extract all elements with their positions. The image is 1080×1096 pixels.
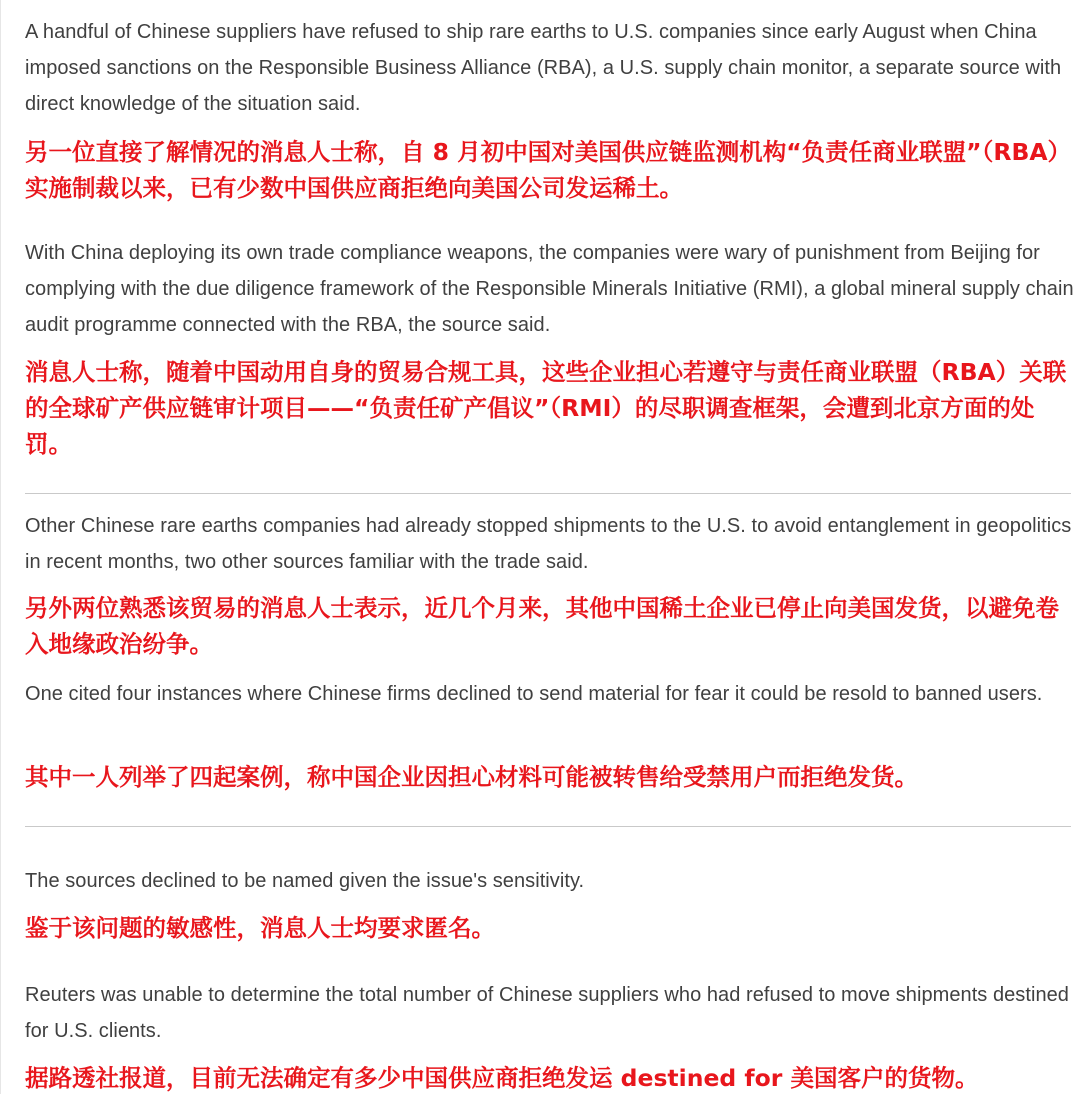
section-divider-1 bbox=[25, 493, 1071, 494]
paragraph-chinese-5: 鉴于该问题的敏感性，消息人士均要求匿名。 bbox=[25, 914, 495, 942]
paragraph-english-2: With China deploying its own trade compliance weapons, the companies were wary of punishment from Beijing for complying with the due diligence framework of the Responsible Minerals Initiative (RMI), a global mineral supply chain audit programme connected with the RBA, the source said. bbox=[25, 242, 1074, 336]
paragraph-english-6: Reuters was unable to determine the total number of Chinese suppliers who had refused to move shipments destined for U.S. clients. bbox=[25, 984, 1069, 1042]
paragraph-chinese-6: 据路透社报道，目前无法确定有多少中国供应商拒绝发运 destined for 美国客户的货物。 bbox=[25, 1064, 979, 1092]
paragraph-chinese-4: 其中一人列举了四起案例，称中国企业因担心材料可能被转售给受禁用户而拒绝发货。 bbox=[25, 763, 918, 791]
paragraph-chinese-1: 另一位直接了解情况的消息人士称，自 8 月初中国对美国供应链监测机构“负责任商业联盟”（RBA）实施制裁以来，已有少数中国供应商拒绝向美国公司发运稀土。 bbox=[25, 138, 1072, 202]
paragraph-english-4: One cited four instances where Chinese firms declined to send material for fear it could be resold to banned users. bbox=[25, 683, 1043, 705]
section-divider-2 bbox=[25, 826, 1071, 827]
paragraph-english-1: A handful of Chinese suppliers have refused to ship rare earths to U.S. companies since early August when China imposed sanctions on the Responsible Business Alliance (RBA), a U.S. supply chain monitor, a separate source with direct knowledge of the situation said. bbox=[25, 21, 1062, 115]
paragraph-english-3: Other Chinese rare earths companies had already stopped shipments to the U.S. to avoid entanglement in geopolitics in recent months, two other sources familiar with the trade said. bbox=[25, 515, 1072, 573]
paragraph-english-5: The sources declined to be named given the issue's sensitivity. bbox=[25, 870, 585, 892]
paragraph-chinese-2: 消息人士称，随着中国动用自身的贸易合规工具，这些企业担心若遵守与责任商业联盟（RBA）关联的全球矿产供应链审计项目——“负责任矿产倡议”（RMI）的尽职调查框架，会遭到北京方面的处罚。 bbox=[25, 358, 1067, 458]
paragraph-chinese-3: 另外两位熟悉该贸易的消息人士表示，近几个月来，其他中国稀土企业已停止向美国发货，以避免卷入地缘政治纷争。 bbox=[25, 594, 1059, 658]
